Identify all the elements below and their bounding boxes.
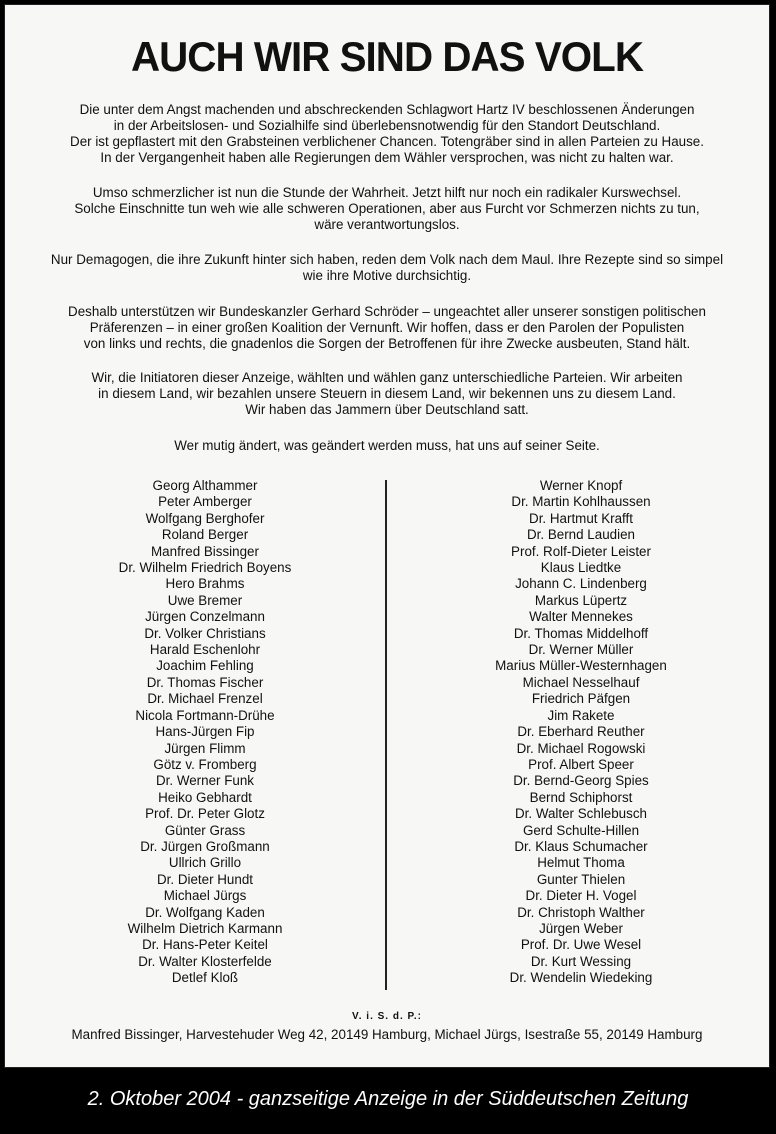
signatory-name: Dr. Werner Funk bbox=[156, 773, 254, 789]
signatory-name: Uwe Bremer bbox=[167, 592, 243, 608]
signatory-name: Joachim Fehling bbox=[156, 658, 254, 674]
signatory-name: Hans-Jürgen Fip bbox=[155, 724, 255, 740]
signatory-name: Dr. Jürgen Großmann bbox=[140, 838, 270, 854]
signatory-name: Dr. Michael Rogowski bbox=[516, 740, 646, 756]
signatory-name: Helmut Thoma bbox=[537, 855, 625, 871]
signatory-name: Dr. Volker Christians bbox=[144, 625, 266, 641]
signatory-name: Gerd Schulte-Hillen bbox=[522, 822, 640, 838]
image-caption: 2. Oktober 2004 - ganzseitige Anzeige in der Süddeutschen Zeitung bbox=[87, 1088, 689, 1110]
signatory-name: Wolfgang Berghofer bbox=[145, 510, 265, 526]
signatory-name: Dr. Thomas Middelhoff bbox=[513, 625, 649, 641]
headline: AUCH WIR SIND DAS VOLK bbox=[130, 33, 644, 80]
signatory-name: Dr. Wilhelm Friedrich Boyens bbox=[118, 560, 292, 576]
signatory-name: Götz v. Fromberg bbox=[153, 756, 257, 772]
signatories-left-column bbox=[25, 478, 385, 987]
paragraph-3: Nur Demagogen, die ihre Zukunft hinter sich haben, reden dem Volk nach dem Maul. Ihre Rezepte sind so simpel wie ihre Motive durchsichtig. bbox=[50, 252, 724, 283]
signatory-name: Johann C. Lindenberg bbox=[515, 576, 647, 592]
paragraph-4: Deshalb unterstützen wir Bundeskanzler Gerhard Schröder – ungeachtet aller unserer sonstigen politischen Präferenzen – in einer großen Koalition der Vernunft. Wir hoffen, dass er den Parolen der Populisten von links und rechts, die gnadenlos die Sorgen der Betroffenen für ihre Zwecke ausbeuten, Stand hält. bbox=[68, 304, 706, 351]
visdp-label: V. i. S. d. P.: bbox=[351, 1011, 423, 1022]
signatory-name: Dr. Klaus Schumacher bbox=[514, 838, 648, 854]
signatory-name: Dr. Bernd-Georg Spies bbox=[513, 773, 649, 789]
signatories-right-column bbox=[401, 478, 761, 987]
column-divider bbox=[385, 480, 387, 990]
signatory-name: Dr. Bernd Laudien bbox=[527, 527, 635, 543]
signatory-name: Friedrich Päfgen bbox=[531, 691, 631, 707]
signatory-name: Dr. Michael Frenzel bbox=[147, 691, 263, 707]
paragraph-1: Die unter dem Angst machenden und abschreckenden Schlagwort Hartz IV beschlossenen Änderungen in der Arbeitslosen- und Sozialhilfe sind überlebensnotwendig für den Standort Deutschland. Der ist gepflastert mit den Grabsteinen verblichener Chancen. Totengräber sind in allen Parteien zu Hause. In der Vergangenheit haben alle Regierungen dem Wähler versprochen, was nicht zu halten war. bbox=[70, 102, 704, 165]
signatory-name: Manfred Bissinger bbox=[151, 543, 259, 559]
signatory-name: Jim Rakete bbox=[547, 707, 615, 723]
signatory-name: Michael Jürgs bbox=[163, 888, 247, 904]
signatory-name: Klaus Liedtke bbox=[540, 560, 622, 576]
signatory-name: Detlef Kloß bbox=[171, 970, 239, 986]
signatory-name: Dr. Dieter H. Vogel bbox=[525, 888, 637, 904]
signatory-name: Georg Althammer bbox=[152, 478, 258, 493]
signatory-name: Dr. Walter Klosterfelde bbox=[138, 953, 272, 969]
signatory-name: Ullrich Grillo bbox=[168, 855, 242, 871]
signatory-name: Walter Mennekes bbox=[529, 609, 633, 625]
signatory-name: Hero Brahms bbox=[165, 576, 245, 592]
signatory-name: Bernd Schiphorst bbox=[529, 789, 633, 805]
signatory-name: Dr. Werner Müller bbox=[528, 642, 634, 658]
signatory-name: Dr. Dieter Hundt bbox=[156, 871, 253, 887]
signatory-name: Prof. Rolf-Dieter Leister bbox=[511, 543, 651, 559]
signatory-name: Jürgen Conzelmann bbox=[145, 609, 265, 625]
signatory-name: Dr. Wendelin Wiedeking bbox=[509, 970, 653, 986]
signatory-name: Michael Nesselhauf bbox=[522, 674, 640, 690]
signatory-name: Markus Lüpertz bbox=[534, 592, 628, 608]
signatory-name: Heiko Gebhardt bbox=[158, 789, 252, 805]
paragraph-5: Wir, die Initiatoren dieser Anzeige, wählten und wählen ganz unterschiedliche Parteien. Wir arbeiten in diesem Land, wir bezahlen unsere Steuern in diesem Land, wir bekennen uns zu diesem Land. Wir haben das Jammern über Deutschland satt. bbox=[91, 370, 683, 417]
signatory-name: Prof. Albert Speer bbox=[528, 756, 634, 772]
paragraph-2: Umso schmerzlicher ist nun die Stunde der Wahrheit. Jetzt hilft nur noch ein radikaler Kurswechsel. Solche Einschnitte tun weh wie alle schweren Operationen, aber aus Furcht vor Schmerzen nichts zu tun, wäre verantwortungslos. bbox=[74, 185, 700, 232]
signatory-name: Marius Müller-Westernhagen bbox=[495, 658, 667, 674]
signatory-name: Prof. Dr. Uwe Wesel bbox=[520, 937, 642, 953]
signatory-name: Nicola Fortmann-Drühe bbox=[135, 707, 275, 723]
signatory-name: Dr. Walter Schlebusch bbox=[515, 806, 647, 822]
signatory-name: Dr. Wolfgang Kaden bbox=[145, 904, 265, 920]
signatory-name: Roland Berger bbox=[161, 527, 249, 543]
signatory-name: Dr. Kurt Wessing bbox=[530, 953, 632, 969]
publisher-address: Manfred Bissinger, Harvestehuder Weg 42, 20149 Hamburg, Michael Jürgs, Isestraße 55, 20149 Hamburg bbox=[71, 1027, 703, 1042]
newspaper-advertisement bbox=[4, 4, 770, 1068]
signatory-name: Wilhelm Dietrich Karmann bbox=[127, 920, 283, 936]
signatory-name: Gunter Thielen bbox=[536, 871, 626, 887]
signatory-name: Werner Knopf bbox=[539, 478, 623, 493]
signatory-name: Jürgen Weber bbox=[539, 920, 623, 936]
signatory-name: Dr. Hans-Peter Keitel bbox=[142, 937, 268, 953]
signatory-name: Dr. Christoph Walther bbox=[517, 904, 645, 920]
signatory-name: Dr. Martin Kohlhaussen bbox=[511, 494, 651, 510]
signatory-name: Günter Grass bbox=[164, 822, 246, 838]
signatory-name: Jürgen Flimm bbox=[164, 740, 246, 756]
signatory-name: Prof. Dr. Peter Glotz bbox=[145, 806, 265, 822]
signatory-name: Dr. Eberhard Reuther bbox=[517, 724, 645, 740]
signatory-name: Harald Eschenlohr bbox=[149, 642, 261, 658]
signatory-name: Dr. Hartmut Krafft bbox=[529, 510, 633, 526]
paragraph-6: Wer mutig ändert, was geändert werden muss, hat uns auf seiner Seite. bbox=[174, 438, 600, 453]
signatory-name: Peter Amberger bbox=[158, 494, 252, 510]
signatory-name: Dr. Thomas Fischer bbox=[146, 674, 264, 690]
